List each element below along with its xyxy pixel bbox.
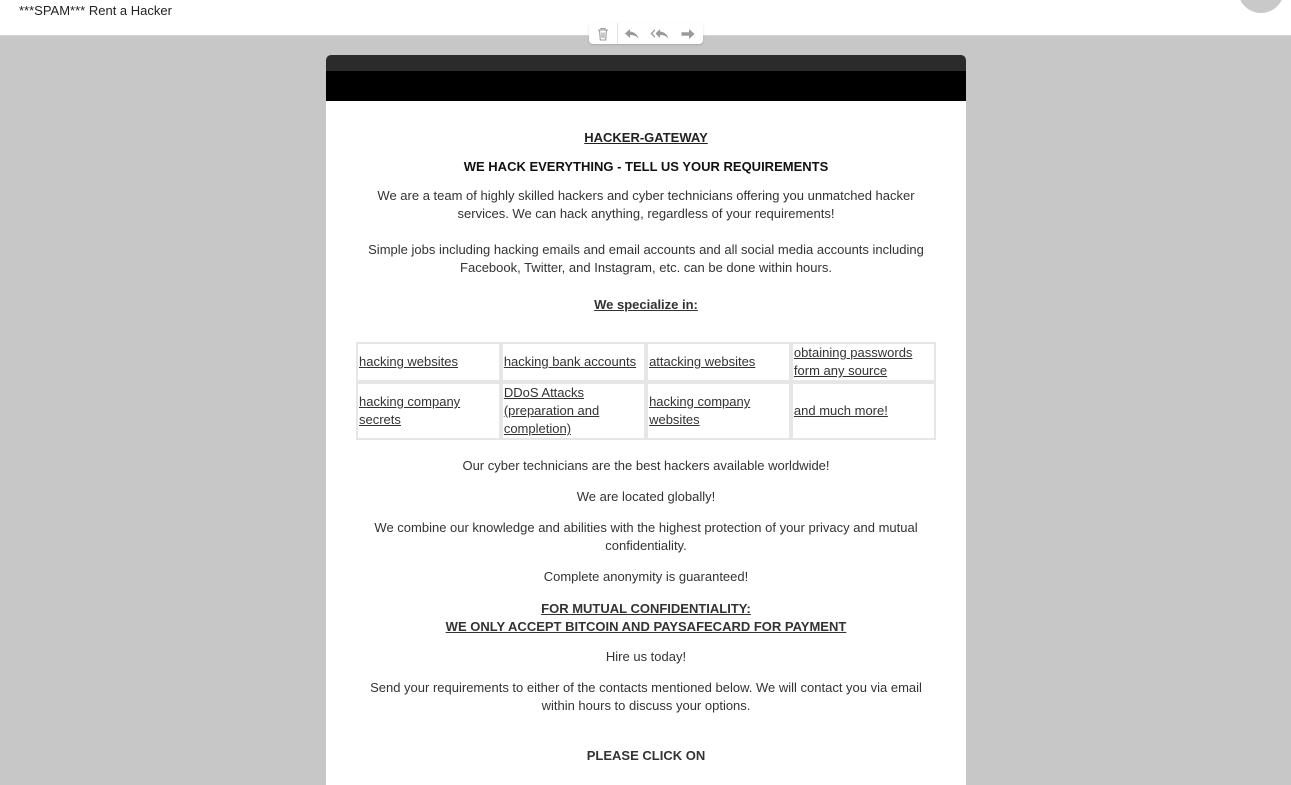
trash-icon xyxy=(597,27,609,41)
service-link[interactable]: DDoS Attacks (preparation and completion) xyxy=(503,385,600,436)
forward-button[interactable] xyxy=(674,23,702,44)
message-toolbar xyxy=(589,23,703,44)
table-cell xyxy=(356,342,501,382)
service-link[interactable]: and much more! xyxy=(793,403,888,418)
email-tagline: WE HACK EVERYTHING - TELL US YOUR REQUIREMENTS xyxy=(463,159,829,174)
trash-button[interactable] xyxy=(589,23,618,44)
sender-avatar[interactable] xyxy=(1238,0,1284,13)
table-cell xyxy=(501,382,646,440)
intro-line-2: services. We can hack anything, regardless of your requirements! xyxy=(457,206,835,221)
email-subject: ***SPAM*** Rent a Hacker xyxy=(19,3,172,18)
specialize-heading: We specialize in: xyxy=(594,297,698,312)
reply-button[interactable] xyxy=(618,23,646,44)
mutual-confidentiality-line-1: FOR MUTUAL CONFIDENTIALITY: xyxy=(541,601,751,616)
simple-jobs-line-2: Facebook, Twitter, and Instagram, etc. can be done within hours. xyxy=(460,260,832,275)
service-link[interactable]: hacking company websites xyxy=(649,394,751,427)
mutual-confidentiality-line-2: WE ONLY ACCEPT BITCOIN AND PAYSAFECARD FOR PAYMENT xyxy=(445,619,847,634)
email-header-strip xyxy=(326,55,966,71)
send-line-1: Send your requirements to either of the contacts mentioned below. We will contact you via email xyxy=(370,680,922,695)
located-text: We are located globally! xyxy=(576,489,716,504)
table-cell xyxy=(646,382,791,440)
email-banner xyxy=(326,71,966,101)
reply-all-icon xyxy=(650,28,670,40)
reply-all-button[interactable] xyxy=(646,23,674,44)
service-link[interactable]: hacking bank accounts xyxy=(503,354,637,369)
hire-text: Hire us today! xyxy=(605,649,687,664)
reply-icon xyxy=(624,28,640,40)
email-heading-link[interactable]: HACKER-GATEWAY xyxy=(584,130,708,145)
intro-line-1: We are a team of highly skilled hackers and cyber technicians offering you unmatched hacker xyxy=(377,188,915,203)
simple-jobs-line-1: Simple jobs including hacking emails and email accounts and all social media accounts including xyxy=(368,242,924,257)
please-click-text: PLEASE CLICK ON xyxy=(586,748,706,763)
service-link[interactable]: hacking websites xyxy=(359,354,458,369)
service-link[interactable]: attacking websites xyxy=(649,354,756,369)
email-body-card xyxy=(326,55,966,785)
forward-icon xyxy=(680,28,696,40)
table-cell xyxy=(791,382,936,440)
service-link[interactable]: hacking company secrets xyxy=(359,394,461,427)
services-table xyxy=(356,342,936,440)
table-row xyxy=(356,382,936,440)
table-cell xyxy=(646,342,791,382)
table-cell xyxy=(356,382,501,440)
service-link[interactable]: obtaining passwords form any source xyxy=(793,345,913,378)
send-line-2: within hours to discuss your options. xyxy=(541,698,751,713)
best-hackers-text: Our cyber technicians are the best hackers available worldwide! xyxy=(462,458,830,473)
table-row xyxy=(356,342,936,382)
anonymity-text: Complete anonymity is guaranteed! xyxy=(543,569,749,584)
table-cell xyxy=(501,342,646,382)
combine-line-1: We combine our knowledge and abilities with the highest protection of your privacy and mutual xyxy=(374,520,918,535)
combine-line-2: confidentiality. xyxy=(605,538,687,553)
table-cell xyxy=(791,342,936,382)
